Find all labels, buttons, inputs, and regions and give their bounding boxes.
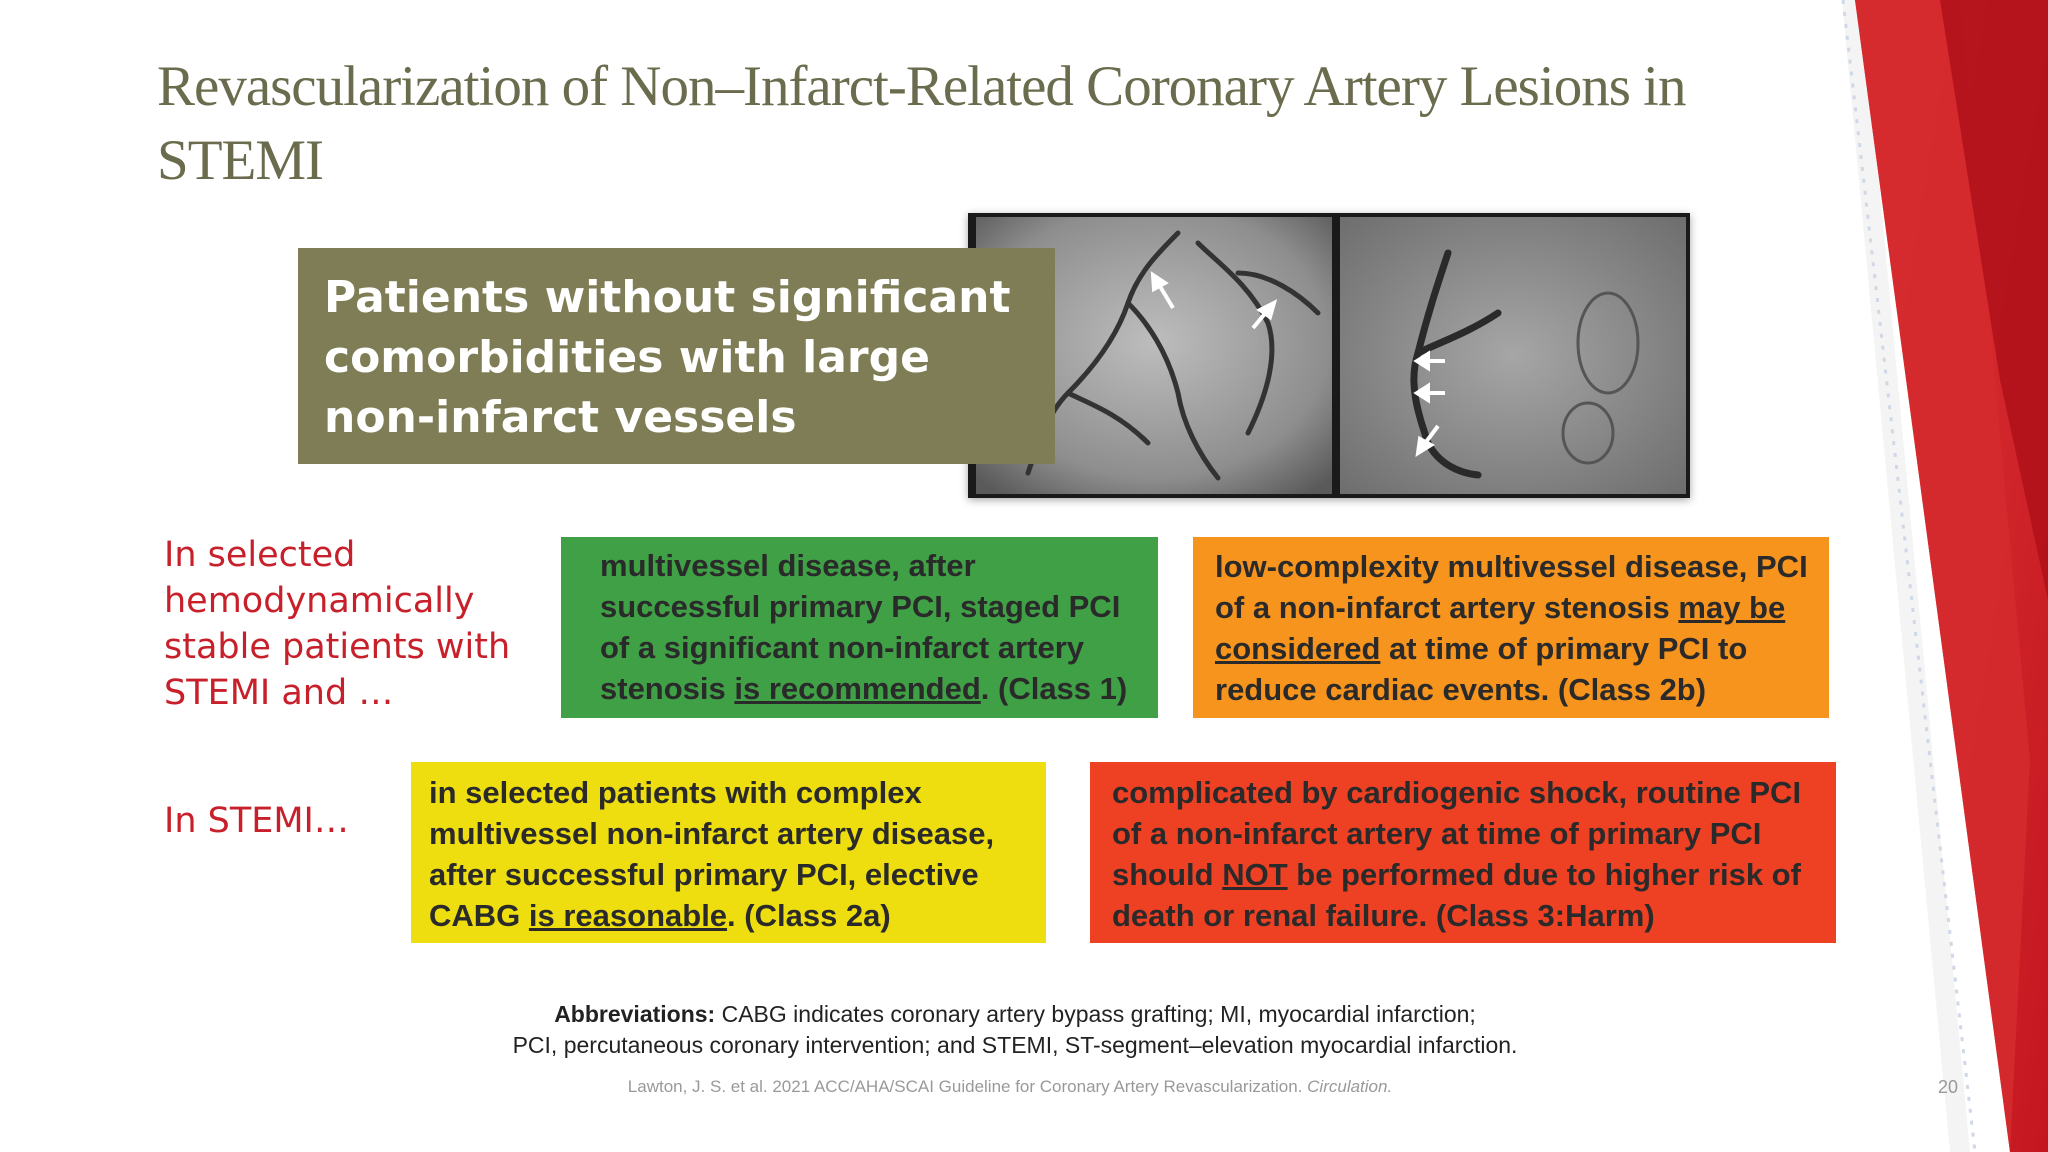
citation (560, 1077, 1460, 1097)
highlight-box: Patients without significant comorbidities with large non-infarct vessels (298, 248, 1055, 464)
rec-text: be performed due to higher risk of death or renal failure. (Class 3:Harm) (1112, 857, 1801, 933)
citation-journal: Circulation. (1307, 1077, 1393, 1096)
rec-text: complicated by cardiogenic shock, routine PCI of a non-infarct artery at time of primary PCI should (1112, 775, 1802, 892)
rec-text: multivessel disease, after successful primary PCI, staged PCI of a significant non-infarct artery stenosis (600, 548, 1121, 706)
recommendation-class-3-harm (1090, 762, 1836, 943)
rec-text: low-complexity multivessel disease, PCI of a non-infarct artery stenosis (1215, 549, 1808, 625)
label-selected-stable-patients: In selected hemodynamically stable patients with STEMI and … (164, 535, 511, 713)
citation-text: Lawton, J. S. et al. 2021 ACC/AHA/SCAI Guideline for Coronary Artery Revascularization. (627, 1077, 1308, 1096)
recommendation-class-2a (411, 762, 1046, 943)
rec-emphasis: may be considered (1215, 590, 1786, 666)
abbreviations-line-2: PCI, percutaneous coronary intervention; and STEMI, ST-segment–elevation myocardial infarction. (512, 1032, 1518, 1058)
rec-emphasis: is reasonable (528, 898, 728, 933)
rec-text: at time of primary PCI to reduce cardiac events. (Class 2b) (1215, 631, 1748, 707)
label-in-stemi: In STEMI… (164, 801, 349, 841)
slide-title: Revascularization of Non–Infarct-Related Coronary Artery Lesions in STEMI (157, 55, 1686, 192)
recommendation-class-1 (561, 537, 1158, 718)
rec-text: . (Class 1) (980, 671, 1128, 706)
abbreviations-line-1: CABG indicates coronary artery bypass grafting; MI, myocardial infarction; (715, 1001, 1476, 1027)
rec-emphasis: NOT (1222, 857, 1288, 892)
rec-text: . (Class 2a) (727, 898, 891, 933)
page-number: 20 (1937, 1077, 1958, 1097)
rec-text: in selected patients with complex multivessel non-infarct artery disease, after successful primary PCI, elective CABG (429, 775, 995, 933)
coronary-angiogram-image (968, 213, 1690, 498)
recommendation-class-2b (1193, 537, 1829, 718)
rec-emphasis: is recommended (734, 671, 981, 706)
abbreviations-heading: Abbreviations: (554, 1001, 716, 1027)
abbreviations-note (460, 999, 1570, 1061)
